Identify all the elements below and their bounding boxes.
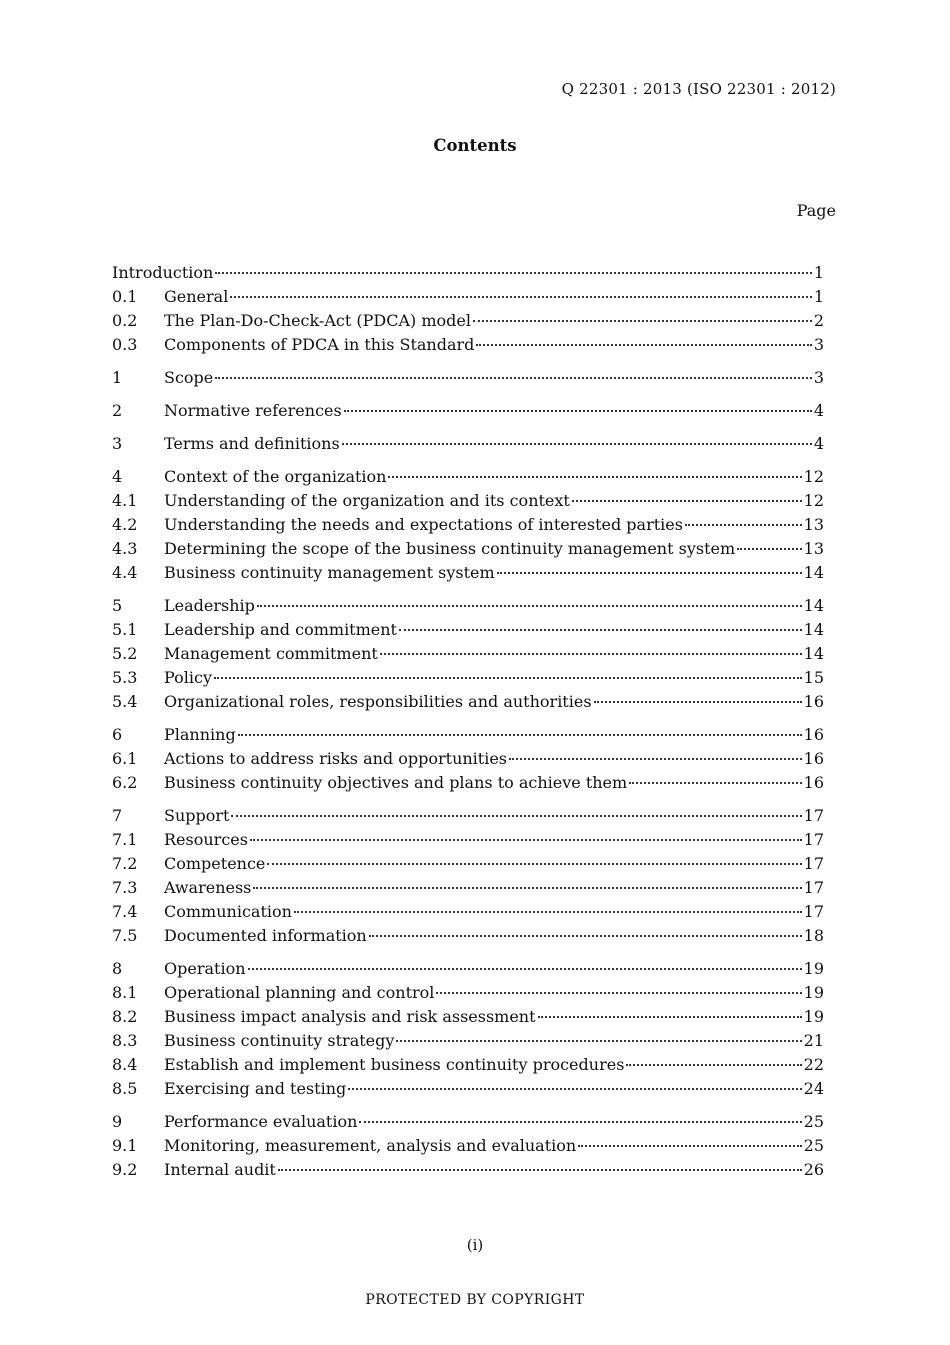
toc-group bbox=[112, 366, 824, 390]
toc-entry[interactable] bbox=[112, 537, 824, 561]
toc-entry-page: 19 bbox=[803, 1007, 824, 1026]
toc-entry-page: 1 bbox=[813, 263, 824, 282]
toc-entry[interactable] bbox=[112, 261, 824, 285]
toc-entry-number: 5 bbox=[112, 596, 123, 615]
toc-entry-page: 13 bbox=[803, 539, 824, 558]
toc-entry-number: 9 bbox=[112, 1112, 123, 1131]
dot-leader bbox=[238, 734, 802, 736]
toc-entry[interactable] bbox=[112, 1053, 824, 1077]
toc-group bbox=[112, 399, 824, 423]
toc-entry-number: 8.3 bbox=[112, 1031, 138, 1050]
toc-entry[interactable] bbox=[112, 1158, 824, 1182]
toc-entry-page: 18 bbox=[803, 926, 824, 945]
dot-leader bbox=[436, 992, 801, 994]
toc-entry-number: 9.1 bbox=[112, 1136, 138, 1155]
toc-entry[interactable] bbox=[112, 771, 824, 795]
toc-group bbox=[112, 594, 824, 714]
toc-entry[interactable] bbox=[112, 828, 824, 852]
toc-entry-number: 8.1 bbox=[112, 983, 138, 1002]
dot-leader bbox=[369, 935, 802, 937]
dot-leader bbox=[278, 1169, 802, 1171]
toc-entry-page: 4 bbox=[813, 401, 824, 420]
toc-entry[interactable] bbox=[112, 561, 824, 585]
toc-entry[interactable] bbox=[112, 285, 824, 309]
toc-entry-page: 14 bbox=[803, 620, 824, 639]
dot-leader bbox=[348, 1088, 801, 1090]
toc-entry-number: 5.2 bbox=[112, 644, 138, 663]
toc-entry[interactable] bbox=[112, 723, 824, 747]
toc-entry-title[interactable]: Business continuity strategy bbox=[164, 1031, 395, 1050]
toc-entry[interactable] bbox=[112, 852, 824, 876]
toc-entry-page: 2 bbox=[813, 311, 824, 330]
dot-leader bbox=[685, 524, 802, 526]
toc-entry-title[interactable]: Support bbox=[164, 806, 230, 825]
toc-entry[interactable] bbox=[112, 1110, 824, 1134]
toc-entry[interactable] bbox=[112, 309, 824, 333]
toc-entry[interactable] bbox=[112, 618, 824, 642]
document-id: Q 22301 : 2013 (ISO 22301 : 2012) bbox=[561, 80, 836, 98]
toc-entry-page: 24 bbox=[803, 1079, 824, 1098]
toc-entry-title[interactable]: Leadership and commitment bbox=[164, 620, 397, 639]
dot-leader bbox=[257, 605, 802, 607]
toc-entry-number: 5.4 bbox=[112, 692, 138, 711]
dot-leader bbox=[231, 815, 801, 817]
toc-entry-title[interactable]: The Plan-Do-Check-Act (PDCA) model bbox=[164, 311, 471, 330]
toc-entry[interactable] bbox=[112, 333, 824, 357]
dot-leader bbox=[473, 320, 812, 322]
toc-entry-title[interactable]: Introduction bbox=[112, 263, 214, 282]
toc-entry-title[interactable]: Resources bbox=[164, 830, 248, 849]
toc-entry[interactable] bbox=[112, 399, 824, 423]
dot-leader bbox=[497, 572, 802, 574]
dot-leader bbox=[572, 500, 802, 502]
toc-entry-title[interactable]: Policy bbox=[164, 668, 212, 687]
dot-leader bbox=[342, 443, 812, 445]
toc-entry-number: 4 bbox=[112, 467, 123, 486]
toc-entry[interactable] bbox=[112, 666, 824, 690]
toc-entry-title[interactable]: Actions to address risks and opportunities bbox=[164, 749, 508, 768]
toc-entry-page: 1 bbox=[813, 287, 824, 306]
dot-leader bbox=[629, 782, 801, 784]
dot-leader bbox=[230, 296, 811, 298]
dot-leader bbox=[248, 968, 802, 970]
toc-entry-title[interactable]: Performance evaluation bbox=[164, 1112, 358, 1131]
toc-entry[interactable] bbox=[112, 432, 824, 456]
toc-entry-title[interactable]: Management commitment bbox=[164, 644, 378, 663]
page-title: Contents bbox=[433, 136, 517, 155]
toc-entry-title[interactable]: Communication bbox=[164, 902, 292, 921]
dot-leader bbox=[267, 863, 801, 865]
toc-entry-number: 6 bbox=[112, 725, 123, 744]
toc-entry-title[interactable]: Awareness bbox=[164, 878, 252, 897]
footer-copyright: PROTECTED BY COPYRIGHT bbox=[365, 1292, 585, 1308]
toc-group bbox=[112, 804, 824, 948]
toc-entry-number: 6.1 bbox=[112, 749, 138, 768]
toc-entry[interactable] bbox=[112, 924, 824, 948]
toc-entry-number: 8 bbox=[112, 959, 123, 978]
dot-leader bbox=[538, 1016, 802, 1018]
dot-leader bbox=[380, 653, 802, 655]
toc-entry-number: 9.2 bbox=[112, 1160, 138, 1179]
toc-entry-number: 8.5 bbox=[112, 1079, 138, 1098]
toc-entry-number: 7 bbox=[112, 806, 123, 825]
dot-leader bbox=[594, 701, 802, 703]
toc-entry-page: 17 bbox=[803, 830, 824, 849]
toc-entry[interactable] bbox=[112, 513, 824, 537]
toc-entry-title[interactable]: Operation bbox=[164, 959, 246, 978]
toc-entry[interactable] bbox=[112, 747, 824, 771]
footer-page-number: (i) bbox=[466, 1236, 484, 1254]
dot-leader bbox=[215, 272, 811, 274]
toc-entry-number: 5.3 bbox=[112, 668, 138, 687]
dot-leader bbox=[476, 344, 811, 346]
toc-entry-number: 0.1 bbox=[112, 287, 138, 306]
toc-group bbox=[112, 465, 824, 585]
toc-entry-number: 8.4 bbox=[112, 1055, 138, 1074]
toc-entry-title[interactable]: Documented information bbox=[164, 926, 367, 945]
toc-entry-page: 21 bbox=[803, 1031, 824, 1050]
toc-entry-number: 4.4 bbox=[112, 563, 138, 582]
toc-entry-number: 7.3 bbox=[112, 878, 138, 897]
toc-entry[interactable] bbox=[112, 465, 824, 489]
dot-leader bbox=[250, 839, 802, 841]
toc-entry-title[interactable]: Competence bbox=[164, 854, 266, 873]
dot-leader bbox=[294, 911, 802, 913]
dot-leader bbox=[578, 1145, 801, 1147]
toc-entry-page: 17 bbox=[803, 878, 824, 897]
toc-entry-number: 5.1 bbox=[112, 620, 138, 639]
toc-entry-page: 19 bbox=[803, 983, 824, 1002]
toc-entry-title[interactable]: General bbox=[164, 287, 229, 306]
toc-entry-page: 17 bbox=[803, 854, 824, 873]
toc-entry-number: 7.1 bbox=[112, 830, 138, 849]
toc-entry-title[interactable]: Business continuity management system bbox=[164, 563, 495, 582]
toc-entry-page: 14 bbox=[803, 563, 824, 582]
toc-entry-page: 17 bbox=[803, 806, 824, 825]
toc-group bbox=[112, 957, 824, 1101]
dot-leader bbox=[359, 1121, 801, 1123]
toc-entry-title[interactable]: Context of the organization bbox=[164, 467, 387, 486]
toc-entry-page: 26 bbox=[803, 1160, 824, 1179]
toc-entry-title[interactable]: Organizational roles, responsibilities and authorities bbox=[164, 692, 592, 711]
toc-entry-page: 16 bbox=[803, 773, 824, 792]
toc-entry-title[interactable]: Exercising and testing bbox=[164, 1079, 347, 1098]
toc-entry-title[interactable]: Scope bbox=[164, 368, 214, 387]
dot-leader bbox=[214, 677, 802, 679]
toc-entry[interactable] bbox=[112, 981, 824, 1005]
toc-entry-title[interactable]: Planning bbox=[164, 725, 236, 744]
toc-entry-page: 3 bbox=[813, 368, 824, 387]
table-of-contents bbox=[112, 261, 824, 1191]
toc-entry-title[interactable]: Understanding of the organization and its context bbox=[164, 491, 570, 510]
toc-entry[interactable] bbox=[112, 1005, 824, 1029]
toc-entry[interactable] bbox=[112, 1029, 824, 1053]
toc-entry-page: 15 bbox=[803, 668, 824, 687]
toc-entry-page: 13 bbox=[803, 515, 824, 534]
toc-entry[interactable] bbox=[112, 594, 824, 618]
toc-entry-title[interactable]: Components of PDCA in this Standard bbox=[164, 335, 475, 354]
toc-entry-title[interactable]: Internal audit bbox=[164, 1160, 276, 1179]
toc-entry-number: 7.5 bbox=[112, 926, 138, 945]
toc-entry-number: 4.2 bbox=[112, 515, 138, 534]
toc-entry-page: 12 bbox=[803, 467, 824, 486]
toc-entry-page: 14 bbox=[803, 644, 824, 663]
toc-entry[interactable] bbox=[112, 1077, 824, 1101]
toc-group bbox=[112, 261, 824, 357]
toc-entry-number: 4.1 bbox=[112, 491, 138, 510]
toc-entry[interactable] bbox=[112, 489, 824, 513]
toc-group bbox=[112, 723, 824, 795]
toc-entry[interactable] bbox=[112, 366, 824, 390]
toc-entry[interactable] bbox=[112, 957, 824, 981]
toc-entry[interactable] bbox=[112, 804, 824, 828]
toc-entry-page: 25 bbox=[803, 1136, 824, 1155]
toc-entry-number: 7.4 bbox=[112, 902, 138, 921]
toc-entry-number: 0.3 bbox=[112, 335, 138, 354]
dot-leader bbox=[509, 758, 802, 760]
toc-entry-title[interactable]: Terms and definitions bbox=[164, 434, 340, 453]
toc-entry-page: 17 bbox=[803, 902, 824, 921]
toc-entry-title[interactable]: Business continuity objectives and plans to achieve them bbox=[164, 773, 628, 792]
toc-entry-page: 19 bbox=[803, 959, 824, 978]
toc-entry-page: 14 bbox=[803, 596, 824, 615]
toc-group bbox=[112, 432, 824, 456]
toc-entry-title[interactable]: Understanding the needs and expectations of interested parties bbox=[164, 515, 683, 534]
toc-entry-title[interactable]: Business impact analysis and risk assessment bbox=[164, 1007, 536, 1026]
toc-entry-page: 25 bbox=[803, 1112, 824, 1131]
toc-entry-title[interactable]: Normative references bbox=[164, 401, 342, 420]
dot-leader bbox=[399, 629, 802, 631]
toc-entry-number: 2 bbox=[112, 401, 123, 420]
toc-entry-number: 6.2 bbox=[112, 773, 138, 792]
dot-leader bbox=[737, 548, 801, 550]
toc-entry-title[interactable]: Determining the scope of the business continuity management system bbox=[164, 539, 736, 558]
toc-group bbox=[112, 1110, 824, 1182]
toc-entry-title[interactable]: Establish and implement business continuity procedures bbox=[164, 1055, 625, 1074]
dot-leader bbox=[215, 377, 812, 379]
toc-entry-title[interactable]: Monitoring, measurement, analysis and evaluation bbox=[164, 1136, 577, 1155]
toc-entry-page: 16 bbox=[803, 749, 824, 768]
toc-entry[interactable] bbox=[112, 642, 824, 666]
dot-leader bbox=[626, 1064, 801, 1066]
dot-leader bbox=[396, 1040, 801, 1042]
toc-entry-title[interactable]: Operational planning and control bbox=[164, 983, 435, 1002]
toc-entry-number: 8.2 bbox=[112, 1007, 138, 1026]
toc-entry[interactable] bbox=[112, 1134, 824, 1158]
toc-entry-page: 4 bbox=[813, 434, 824, 453]
toc-entry-number: 0.2 bbox=[112, 311, 138, 330]
page-column-label: Page bbox=[796, 201, 836, 220]
toc-entry-page: 16 bbox=[803, 725, 824, 744]
toc-entry-page: 22 bbox=[803, 1055, 824, 1074]
toc-entry-number: 4.3 bbox=[112, 539, 138, 558]
toc-entry[interactable] bbox=[112, 690, 824, 714]
toc-entry-number: 1 bbox=[112, 368, 123, 387]
dot-leader bbox=[388, 476, 801, 478]
dot-leader bbox=[253, 887, 801, 889]
toc-entry-page: 3 bbox=[813, 335, 824, 354]
toc-entry[interactable] bbox=[112, 900, 824, 924]
toc-entry-page: 12 bbox=[803, 491, 824, 510]
dot-leader bbox=[344, 410, 812, 412]
toc-entry-page: 16 bbox=[803, 692, 824, 711]
toc-entry-title[interactable]: Leadership bbox=[164, 596, 255, 615]
toc-entry-number: 3 bbox=[112, 434, 123, 453]
toc-entry[interactable] bbox=[112, 876, 824, 900]
toc-entry-number: 7.2 bbox=[112, 854, 138, 873]
